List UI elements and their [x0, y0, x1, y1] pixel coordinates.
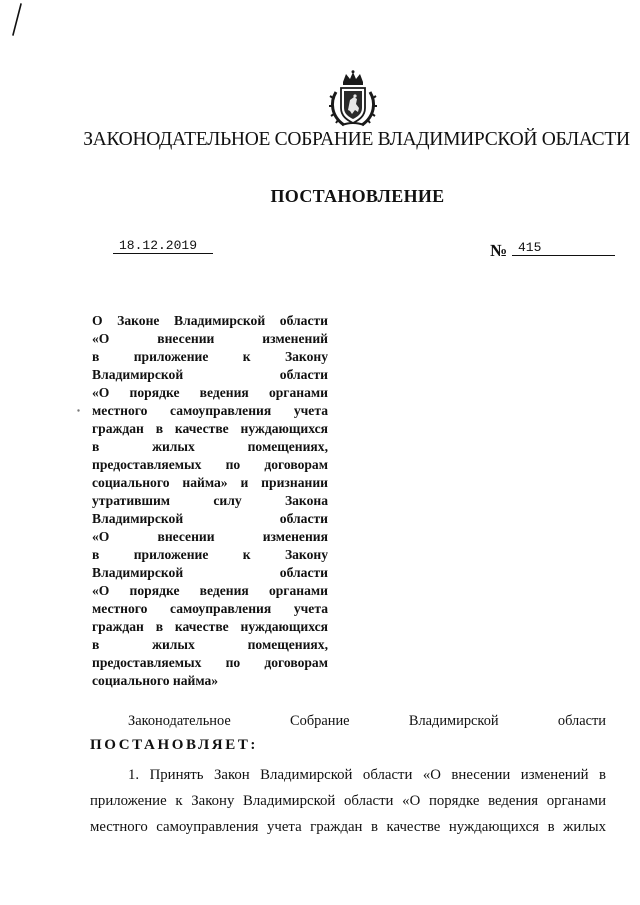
subject-line: местного самоуправления учета — [92, 601, 328, 616]
document-type-heading: ПОСТАНОВЛЕНИЕ — [270, 186, 445, 206]
paragraph-line: 1. Принять Закон Владимирской области «О внесении изменений в — [128, 767, 606, 783]
subject-line: социального найма» и признании — [92, 475, 328, 490]
subject-line: предоставляемых по договорам — [92, 457, 328, 472]
decree-heading: ПОСТАНОВЛЯЕТ: — [90, 737, 259, 753]
subject-line: «О порядке ведения органами — [92, 583, 328, 598]
subject-line: «О порядке ведения органами — [92, 385, 328, 400]
subject-line: Владимирской области — [92, 565, 328, 580]
subject-line: граждан в качестве нуждающихся — [92, 421, 328, 436]
subject-line: Владимирской области — [92, 511, 328, 526]
paragraph-1 — [90, 762, 606, 840]
document-number: 415 — [512, 240, 615, 256]
subject-line: в жилых помещениях, — [92, 637, 328, 652]
subject-line: «О внесении изменений — [92, 331, 328, 346]
paragraph-line: приложение к Закону Владимирской области «О порядке ведения органами — [90, 793, 606, 809]
subject-line: граждан в качестве нуждающихся — [92, 619, 328, 634]
organization-title: ЗАКОНОДАТЕЛЬНОЕ СОБРАНИЕ ВЛАДИМИРСКОЙ ОБЛАСТИ — [83, 129, 630, 150]
subject-line: «О внесении изменения — [92, 529, 328, 544]
document-number-block — [490, 240, 615, 258]
subject-line: предоставляемых по договорам — [92, 655, 328, 670]
document-date: 18.12.2019 — [113, 238, 213, 254]
scan-speck — [76, 408, 81, 413]
subject-line: местного самоуправления учета — [92, 403, 328, 418]
subject-line: социального найма» — [92, 673, 219, 688]
subject-line: в приложение к Закону — [92, 547, 328, 562]
paragraph-line: местного самоуправления учета граждан в качестве нуждающихся в жилых — [90, 819, 606, 835]
vladimir-region-coat-of-arms-icon — [328, 70, 378, 128]
subject-line: Владимирской области — [92, 367, 328, 382]
subject-line: утратившим силу Закона — [92, 493, 328, 508]
subject-line: в приложение к Закону — [92, 349, 328, 364]
handwritten-slash-mark — [10, 2, 24, 38]
number-sign: № — [490, 241, 508, 260]
subject-line: О Законе Владимирской области — [92, 313, 328, 328]
resolution-subject — [92, 312, 328, 690]
resolution-intro: Законодательное Собрание Владимирской области — [128, 713, 606, 729]
subject-line: в жилых помещениях, — [92, 439, 328, 454]
